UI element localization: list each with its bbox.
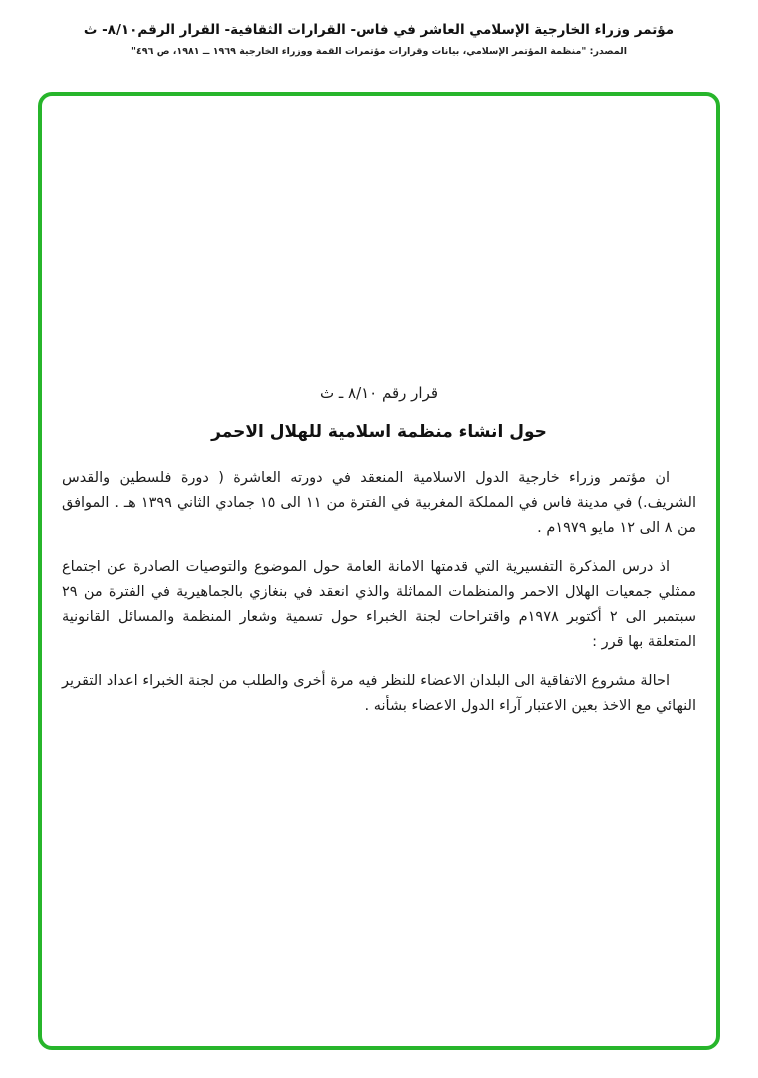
document-header (0, 22, 758, 57)
header-source-line: المصدر: "منظمة المؤتمر الإسلامي، بيانات وقرارات مؤتمرات القمة ووزراء الخارجية ١٩٦٩ ــ ١٩٨١، ص ٤٩٦" (131, 46, 627, 57)
decree-body (62, 384, 696, 733)
header-title: مؤتمر وزراء الخارجية الإسلامي العاشر في فاس- القرارات الثقافية- القرار الرقم٨/١٠- ث (83, 22, 675, 38)
decree-title: حول انشاء منظمة اسلامية للهلال الاحمر (211, 422, 547, 442)
decree-paragraph-3: احالة مشروع الاتفاقية الى البلدان الاعضاء للنظر فيه مرة أخرى والطلب من لجنة الخبراء اعداد التقرير النهائي مع الاخذ بعين الاعتبار آراء الدول الاعضاء بشأنه . (62, 673, 696, 714)
decree-paragraph-1: ان مؤتمر وزراء خارجية الدول الاسلامية المنعقد في دورته العاشرة ( دورة فلسطين والقدس الشريف.) في مدينة فاس في المملكة المغربية في الفترة من ١١ الى ١٥ جمادي الثاني ١٣٩٩ هـ . الموافق من ٨ الى ١٢ مايو ١٩٧٩م . (62, 470, 696, 536)
decree-number: قرار رقم ٨/١٠ ـ ث (319, 384, 439, 402)
green-border-frame (38, 92, 720, 1050)
decree-paragraph-2: اذ درس المذكرة التفسيرية التي قدمتها الامانة العامة حول الموضوع والتوصيات الصادرة عن اجتماع ممثلي جمعيات الهلال الاحمر والمنظمات المماثلة والذي انعقد في بنغازي بالجماهيرية في الفترة من ٢٩ سبتمبر الى ٢ أكتوبر ١٩٧٨م واقتراحات لجنة الخبراء حول تسمية وشعار المنظمة والمسائل القانونية المتعلقة بها قرر : (62, 559, 696, 650)
